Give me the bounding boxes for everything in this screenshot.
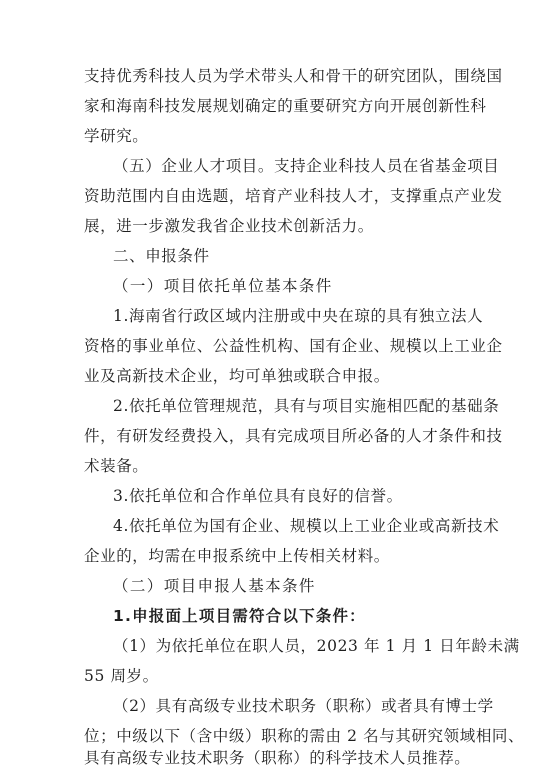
paragraph-line: 55 周岁。 — [84, 667, 159, 685]
paragraph-line: 资格的事业单位、公益性机构、国有企业、规模以上工业企 — [84, 337, 503, 355]
bold-item-heading: 1.申报面上项目需符合以下条件： — [113, 607, 366, 625]
paragraph-line: 展，进一步激发我省企业技术创新活力。 — [84, 217, 374, 235]
paragraph-line: 3.依托单位和合作单位具有良好的信誉。 — [113, 487, 403, 505]
paragraph-line: 学研究。 — [84, 127, 149, 145]
paragraph-line: 件，有研发经费投入，具有完成项目所必备的人才条件和技 — [84, 427, 503, 445]
paragraph-line: 4.依托单位为国有企业、规模以上工业企业或高新技术 — [113, 517, 500, 535]
paragraph-line: （1）为依托单位在职人员，2023 年 1 月 1 日年龄未满 — [113, 637, 520, 655]
section-heading: 二、申报条件 — [113, 247, 210, 265]
paragraph-line: （五）企业人才项目。支持企业科技人员在省基金项目 — [113, 157, 500, 175]
paragraph-line: 支持优秀科技人员为学术带头人和骨干的研究团队，围绕国 — [84, 67, 503, 85]
paragraph-line: 企业的，均需在申报系统中上传相关材料。 — [84, 547, 390, 565]
subsection-heading: （一）项目依托单位基本条件 — [113, 277, 333, 295]
paragraph-line: 资助范围内自由选题，培育产业科技人才，支撑重点产业发 — [84, 187, 503, 205]
paragraph-line: 1.海南省行政区域内注册或中央在琼的具有独立法人 — [113, 307, 484, 325]
paragraph-line: 业及高新技术企业，均可单独或联合申报。 — [84, 367, 390, 385]
paragraph-line: 位；中级以下（含中级）职称的需由 2 名与其研究领域相同、 — [84, 727, 525, 745]
paragraph-line: 家和海南科技发展规划确定的重要研究方向开展创新性科 — [84, 97, 487, 115]
paragraph-line: 2.依托单位管理规范，具有与项目实施相匹配的基础条 — [113, 397, 500, 415]
paragraph-line: 术装备。 — [84, 457, 149, 475]
paragraph-line: 具有高级专业技术职务（职称）的科学技术人员推荐。 — [84, 749, 471, 767]
subsection-heading: （二）项目申报人基本条件 — [113, 577, 316, 595]
paragraph-line: （2）具有高级专业技术职务（职称）或者具有博士学 — [113, 697, 494, 715]
